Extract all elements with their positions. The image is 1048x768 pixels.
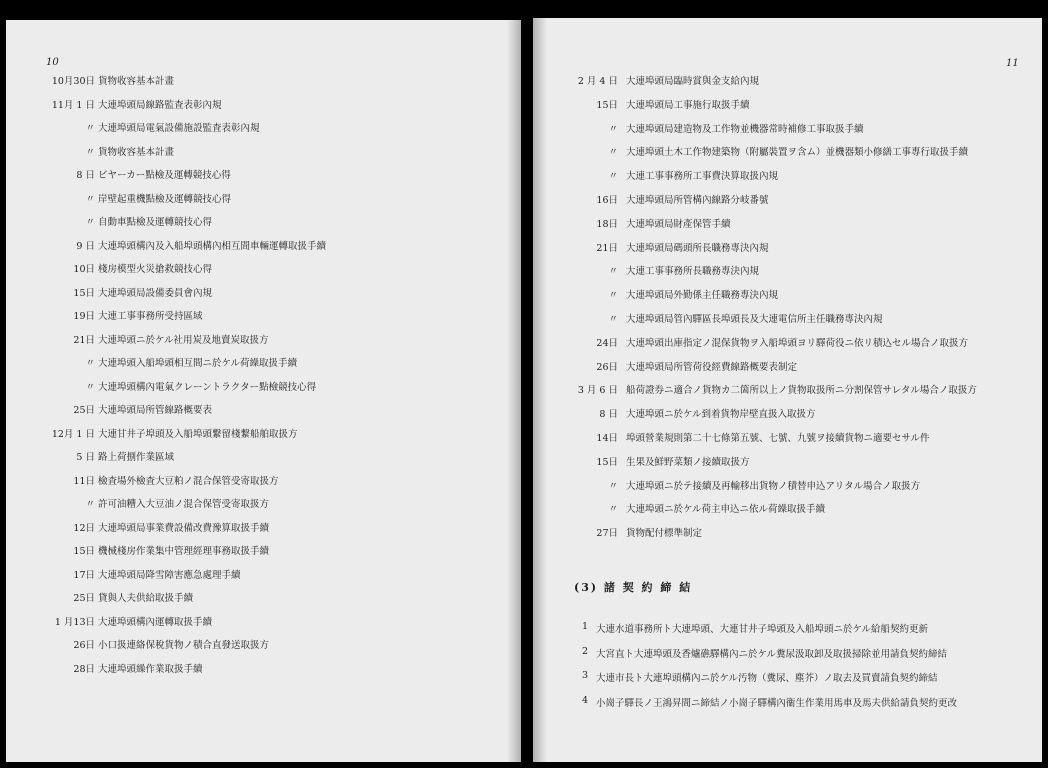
- entry-text: 岸壁起重機點檢及運轉競技心得: [98, 193, 232, 205]
- entry-text: 大連埠頭ニ於ケル社用炭及地賣炭取扱方: [98, 334, 269, 346]
- entry-text: 大連埠頭局所管荷役經費線路概要表制定: [626, 361, 798, 373]
- contract-item: [574, 695, 1034, 709]
- entry-date: 8 日: [76, 170, 95, 181]
- entry-date: 26日: [73, 640, 95, 651]
- entry-date: 26日: [596, 361, 618, 373]
- contract-text: 大宮直ト大連埠頭及香爐礁驛構內ニ於ケル糞尿汲取卸及取扱掃除並用請負契約締結: [596, 648, 948, 660]
- entry-text: 大連埠頭構內電氣クレーントラクター點檢競技心得: [98, 381, 317, 393]
- entry-date: 2 月 4 日: [577, 76, 618, 87]
- entry-text: 大連埠頭局碼頭所長職務專決內規: [626, 242, 769, 254]
- left-page-gutter: [507, 20, 521, 762]
- contract-text: 大連水道事務所ト大連埠頭、大連甘井子埠頭及入船埠頭ニ於ケル給船契約更新: [596, 624, 929, 635]
- entry-text: 大連工事事務所工事費決算取扱內規: [626, 171, 779, 183]
- left-page-number: 10: [46, 57, 59, 68]
- entry-text: ビヤーカー點檢及運轉競技心得: [98, 170, 231, 181]
- entry-text: 大連埠頭ニ於ケル荷主申込ニ依ル荷繰取扱手續: [626, 504, 826, 516]
- entry-text: 大連埠頭ニ於ケル到着貨物岸壁直扱入取扱方: [626, 409, 816, 421]
- entry-date: 21日: [73, 334, 95, 346]
- entry-date: 8 日: [599, 409, 618, 421]
- entry-date: 〃: [608, 266, 618, 278]
- entry-date: 10日: [73, 264, 95, 275]
- entry-date: 18日: [596, 218, 618, 230]
- contract-number: 2: [581, 645, 588, 657]
- entry-date: 〃: [608, 314, 618, 325]
- entry-date: 〃: [608, 147, 618, 159]
- entry-date: 25日: [73, 405, 95, 416]
- entry-text: 大連埠頭土木工作物建築物（附屬裝置ヲ含ム）並機器類小修繕工事專行取扱手續: [626, 147, 969, 159]
- entry-text: 大連埠頭局所管線路概要表: [98, 405, 213, 416]
- entry-date: 11月 1 日: [51, 99, 95, 111]
- entry-date: 12月 1 日: [51, 428, 95, 440]
- entry-text: 大連埠頭局降雪障害應急處理手續: [98, 569, 241, 581]
- entry-date: 25日: [73, 593, 95, 604]
- entry-text: 生果及鮮野菜類ノ接續取扱方: [626, 456, 750, 468]
- entry-date: 15日: [73, 287, 95, 299]
- entry-text: 大連工事事務所長職務專決內規: [626, 266, 760, 278]
- entry-text: 大連埠頭局線路監査表彰內規: [98, 99, 222, 111]
- entry-date: 〃: [85, 358, 95, 369]
- entry-text: 大連埠頭局所管構內線路分岐番號: [626, 195, 769, 206]
- entry-text: 大連埠頭局工事施行取扱手續: [626, 99, 750, 111]
- entry-date: 24日: [596, 337, 618, 349]
- left-page: [6, 20, 521, 762]
- entry-text: 路上荷捌作業區域: [98, 452, 175, 463]
- entry-date: 28日: [73, 663, 95, 675]
- entry-text: 大連埠頭局財產保管手續: [626, 218, 731, 230]
- entry-text: 自動車點檢及運轉競技心得: [98, 217, 213, 228]
- entry-date: 15日: [73, 546, 95, 557]
- entry-text: 大連埠頭局事業費設備改費豫算取扱手續: [98, 522, 270, 534]
- entry-date: 15日: [596, 99, 618, 111]
- entry-date: 17日: [73, 569, 95, 581]
- entry-date: 〃: [608, 504, 618, 516]
- entry-date: 〃: [608, 171, 618, 183]
- entry-date: 〃: [608, 123, 618, 135]
- entry-date: 〃: [85, 123, 95, 134]
- entry-date: 1 月13日: [54, 616, 95, 628]
- entry-date: 〃: [85, 193, 95, 205]
- entry-date: 21日: [596, 242, 618, 254]
- entry-text: 機械棧房作業集中管理經理事務取扱手續: [98, 546, 270, 557]
- right-page-number: 11: [1006, 58, 1019, 69]
- entry-date: 11日: [73, 475, 95, 487]
- entry-text: 大連埠頭局電氣設備施設監査表彰內規: [98, 123, 260, 134]
- contract-text: 小崗子驛長ノ王鴻昇間ニ締結ノ小崗子驛構內衞生作業用馬車及馬夫供給請負契約更改: [596, 697, 958, 709]
- entry-text: 大連埠頭構內及入船埠頭構內相互間車輛運轉取扱手續: [98, 240, 327, 252]
- entry-text: 大連埠頭局外勤係主任職務專決內規: [626, 290, 779, 302]
- entry-text: 貨物配付標準制定: [626, 528, 703, 540]
- contract-number: 4: [581, 694, 588, 706]
- entry-date: 〃: [608, 480, 618, 492]
- entry-text: 棧房模型火災搶救競技心得: [98, 264, 213, 275]
- contract-item: [574, 646, 1034, 660]
- entry-date: 14日: [596, 433, 618, 444]
- entry-text: 貨物收容基本計畫: [98, 76, 175, 87]
- contract-text: 大連市長ト大連埠頭構內ニ於ケル汚物（糞尿、塵芥）ノ取去及買賣請負契約締結: [596, 673, 938, 684]
- entry-date: 9 日: [76, 240, 95, 252]
- entry-date: 〃: [85, 217, 95, 228]
- entry-text: 大連埠頭局管內驛區長埠頭長及大連電信所主任職務專決內規: [626, 314, 883, 325]
- entry-text: 貸與人夫供給取扱手續: [98, 593, 194, 604]
- entry-text: 貨物收容基本計畫: [98, 146, 175, 158]
- entry-text: 大連埠頭繰作業取扱手續: [98, 663, 203, 675]
- contract-item: [574, 670, 1034, 684]
- entry-text: 埠頭營業規則第二十七條第五號、七號、九號ヲ接續貨物ニ適要セサル件: [626, 433, 930, 444]
- entry-text: 大連工事事務所受持區域: [98, 311, 203, 322]
- entry-text: 大連埠頭入船埠頭相互間ニ於ケル荷繰取扱手續: [98, 358, 298, 369]
- entry-date: 10月30日: [51, 76, 95, 87]
- right-page: [533, 18, 1042, 762]
- entry-text: 大連甘井子埠頭及入船埠頭繋留棧繋船舶取扱方: [98, 428, 298, 440]
- entry-text: 船荷證券ニ適合ノ貨物カ二箇所以上ノ貨物取扱所ニ分割保管サレタル場合ノ取扱方: [626, 385, 977, 397]
- entry-date: 〃: [85, 381, 95, 393]
- entry-date: 〃: [85, 499, 95, 510]
- entry-text: 大連埠頭構內運轉取扱手續: [98, 616, 213, 628]
- entry-text: 小口扱連絡保稅貨物ノ積合直發送取扱方: [98, 640, 270, 651]
- entry-date: 19日: [73, 311, 95, 322]
- entry-text: 大連埠頭ニ於テ接續及再輸移出貨物ノ積替申込アリタル場合ノ取扱方: [626, 480, 921, 492]
- entry-text: 檢査場外檢査大豆粕ノ混合保管受寄取扱方: [98, 475, 279, 487]
- entry-date: 15日: [596, 456, 618, 468]
- entry-text: 大連埠頭局臨時賞與金支給內規: [626, 76, 760, 87]
- entry-date: 〃: [85, 146, 95, 158]
- entry-text: 許可油糟入大豆油ノ混合保管受寄取扱方: [98, 499, 270, 510]
- contract-number: 1: [581, 621, 588, 632]
- section-title: (3) 諸 契 約 締 結: [574, 581, 693, 594]
- entry-date: 〃: [608, 290, 618, 302]
- entry-date: 27日: [596, 528, 618, 540]
- entry-date: 12日: [73, 522, 95, 534]
- entry-text: 大連埠頭出庫指定ノ混保貨物ヲ入船埠頭ヨリ驛荷役ニ依リ積込セル場合ノ取扱方: [626, 337, 969, 349]
- entry-text: 大連埠頭局設備委員會內規: [98, 287, 213, 299]
- entry-date: 5 日: [76, 452, 95, 463]
- right-page-gutter: [533, 18, 547, 762]
- entry-text: 大連埠頭局建造物及工作物並機器常時補修工事取扱手續: [626, 123, 864, 135]
- entry-date: 16日: [596, 195, 618, 206]
- contract-number: 3: [581, 670, 588, 681]
- contract-item: [574, 621, 1034, 635]
- entry-date: 3 月 6 日: [577, 385, 618, 397]
